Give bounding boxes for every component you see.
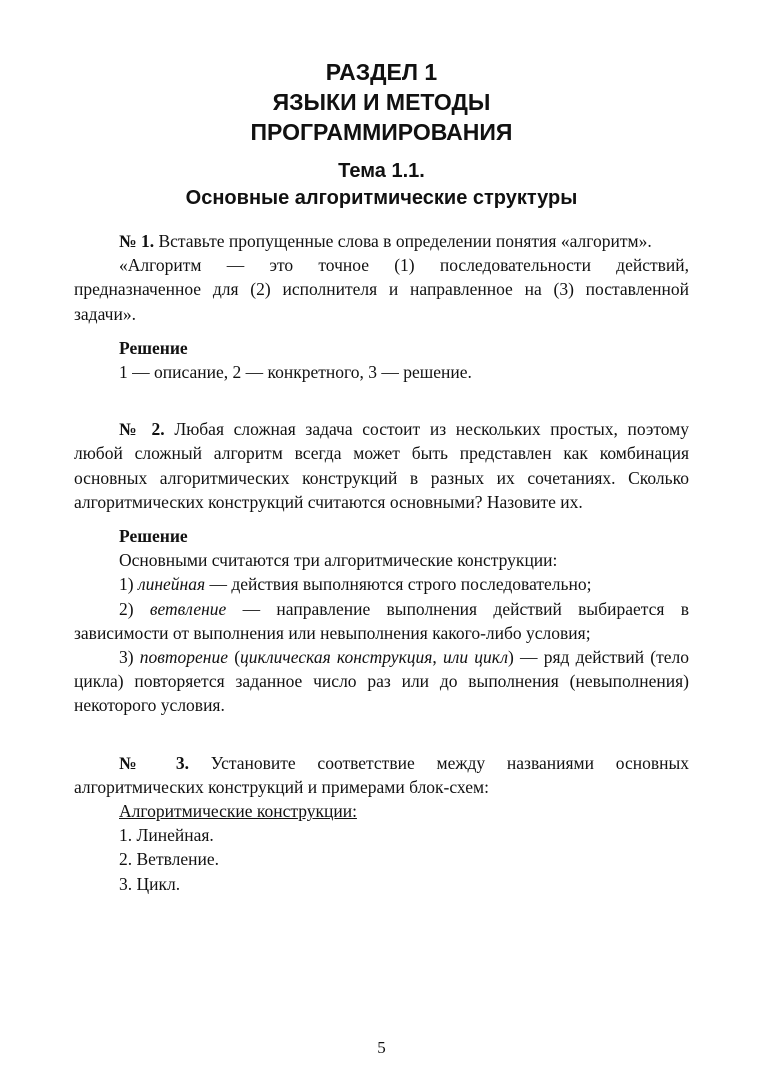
task-1-number: № 1.	[119, 231, 155, 251]
item-3-term-3: или цикл	[442, 647, 508, 668]
task-3-question-text: Установите соответствие между названиями основных алгоритмических конструкций и примерами блок-схем:	[74, 752, 690, 797]
page-number: 5	[377, 1038, 386, 1057]
task-1-solution-heading: Решение	[119, 337, 188, 358]
item-3-description: ) — ряд действий (тело цикла) повторяется заданное число раз или до выполнения (невыполнения) некоторого условия.	[74, 647, 689, 716]
task-2-item-1	[74, 572, 689, 596]
item-3-comma: ,	[432, 647, 443, 668]
task-1-question	[74, 229, 689, 253]
section-title-line-1: РАЗДЕЛ 1	[325, 59, 438, 85]
task-3-list-heading	[74, 799, 689, 823]
topic-title-line-1: Тема 1.1.	[338, 160, 425, 182]
item-2-description: — направление выполнения действий выбирается в зависимости от выполнения или невыполнения какого-либо условия;	[74, 598, 689, 643]
task-1-quote: «Алгоритм — это точное (1) последовательности действий, предназначенное для (2) исполнителя и направленное на (3) поставленной задачи».	[74, 255, 689, 324]
page-body	[74, 229, 689, 896]
section-title-line-2: ЯЗЫКИ И МЕТОДЫ	[272, 89, 491, 115]
task-2-solution-heading: Решение	[119, 526, 188, 547]
section-title	[0, 57, 763, 147]
task-3-number: № 3.	[119, 752, 189, 773]
item-1-description: — действия выполняются строго последовательно;	[205, 574, 592, 595]
task-2-solution-intro: Основными считаются три алгоритмические конструкции:	[119, 550, 558, 571]
item-3-paren: (	[227, 647, 241, 668]
item-1-number: 1)	[119, 574, 138, 595]
task-3-list-heading-text: Алгоритмические конструкции:	[119, 801, 357, 822]
topic-title-line-2: Основные алгоритмические структуры	[185, 187, 578, 209]
item-3-number: 3)	[119, 647, 140, 668]
item-3-term: повторение	[139, 647, 228, 668]
task-2-question-text: Любая сложная задача состоит из нескольких простых, поэтому любой сложный алгоритм всегда может быть представлен как комбинация основных алгоритмических конструкций в разных их сочетаниях. Сколько алгоритмических конструкций считаются основными? Назовите их.	[74, 419, 690, 512]
task-3-list-item: 1. Линейная.	[119, 825, 214, 846]
task-2-item-3	[74, 645, 689, 718]
topic-title	[0, 158, 763, 212]
task-1-solution: 1 — описание, 2 — конкретного, 3 — решение.	[119, 362, 472, 383]
item-1-term: линейная	[137, 574, 206, 595]
task-2-number: № 2.	[119, 419, 165, 440]
section-title-line-3: ПРОГРАММИРОВАНИЯ	[250, 119, 513, 145]
task-3-list-item: 3. Цикл.	[119, 873, 181, 894]
task-3-list-item: 2. Ветвление.	[119, 849, 219, 870]
item-3-term-2: циклическая конструкция	[240, 647, 433, 668]
item-2-number: 2)	[119, 598, 150, 619]
task-1-question-text: Вставьте пропущенные слова в определении понятия «алгоритм».	[154, 231, 652, 251]
task-2-question	[74, 417, 689, 514]
item-2-term: ветвление	[149, 598, 227, 619]
task-2-item-2	[74, 597, 689, 645]
task-3-question	[74, 751, 689, 799]
